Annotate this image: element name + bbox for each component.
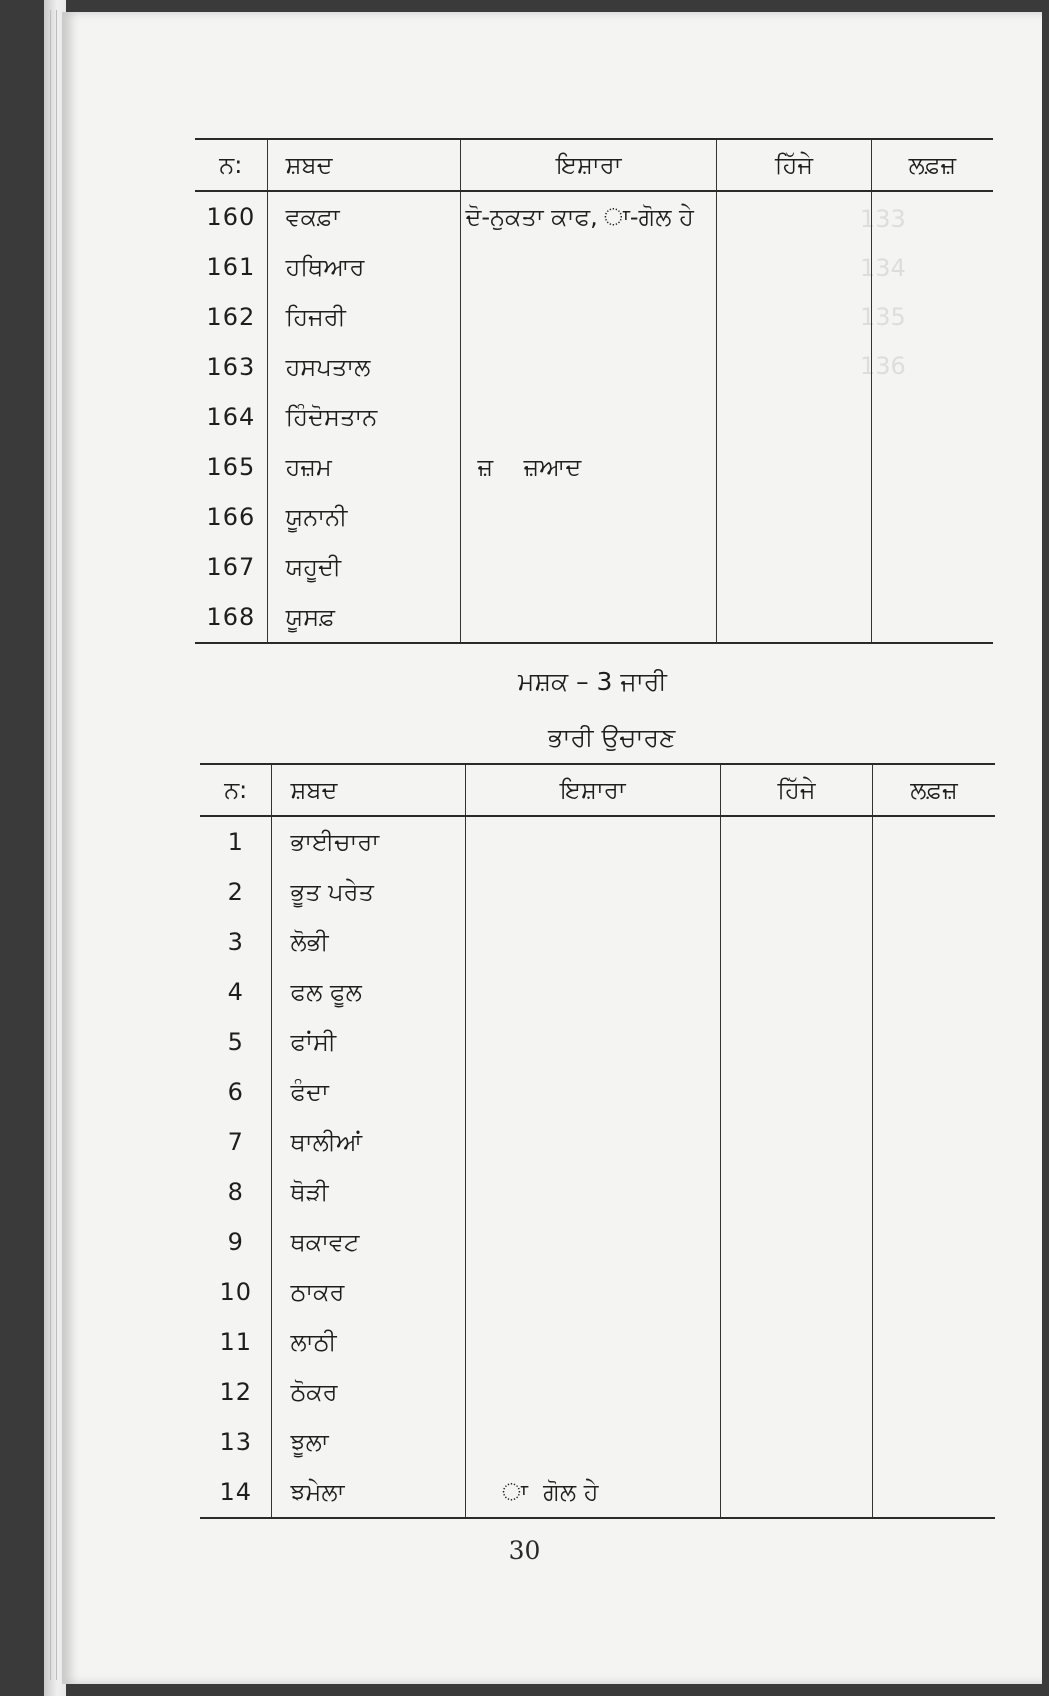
- col-header-number: ਨ:: [195, 139, 267, 191]
- table-row: [200, 1017, 995, 1067]
- row-number: 161: [206, 253, 256, 281]
- words-table-1: [195, 138, 993, 644]
- row-syllables: [720, 816, 872, 867]
- table-row: [200, 917, 995, 967]
- row-syllables: [720, 1317, 872, 1367]
- table-row: [195, 442, 993, 492]
- row-hint: ਾ ਗੋਲ ਹੇ: [465, 1467, 720, 1518]
- row-word: ਥਾਲੀਆਂ: [272, 1117, 465, 1167]
- row-hint: [465, 1217, 720, 1267]
- row-syllables: [717, 292, 872, 342]
- table-row: [200, 867, 995, 917]
- show-through-text: 134: [860, 254, 906, 282]
- row-lafz: [873, 1367, 995, 1417]
- row-lafz: [873, 1117, 995, 1167]
- row-hint: [465, 816, 720, 867]
- row-word: ਹਥਿਆਰ: [267, 242, 461, 292]
- row-word: ਲਾਠੀ: [272, 1317, 465, 1367]
- section-subtitle: ਭਾਰੀ ਉਚਾਰਣ: [548, 723, 676, 752]
- row-syllables: [717, 342, 872, 392]
- row-hint: [465, 1367, 720, 1417]
- row-syllables: [720, 1267, 872, 1317]
- row-lafz: [871, 342, 993, 392]
- row-number: 10: [219, 1278, 253, 1306]
- row-lafz: [873, 1467, 995, 1518]
- row-lafz: [873, 1167, 995, 1217]
- row-hint: [461, 292, 717, 342]
- row-hint: [465, 1417, 720, 1467]
- row-number: 2: [227, 878, 244, 906]
- table-row: [195, 592, 993, 643]
- row-number: 162: [206, 303, 256, 331]
- show-through-text: 135: [860, 303, 906, 331]
- row-number: 6: [227, 1078, 244, 1106]
- col-header-lafz: ਲਫ਼ਜ਼: [871, 139, 993, 191]
- row-syllables: [717, 542, 872, 592]
- row-lafz: [873, 917, 995, 967]
- row-lafz: [871, 542, 993, 592]
- col-header-lafz: ਲਫ਼ਜ਼: [873, 764, 995, 816]
- section-title: ਮਸ਼ਕ – 3 ਜਾਰੀ: [518, 667, 667, 696]
- row-lafz: [871, 392, 993, 442]
- row-hint: [461, 592, 717, 643]
- row-hint: [465, 1117, 720, 1167]
- row-lafz: [873, 967, 995, 1017]
- row-word: ਥਕਾਵਟ: [272, 1217, 465, 1267]
- row-number: 7: [227, 1128, 244, 1156]
- row-word: ਫੰਦਾ: [272, 1067, 465, 1117]
- row-syllables: [720, 1017, 872, 1067]
- table-row: [195, 242, 993, 292]
- col-header-hint: ਇਸ਼ਾਰਾ: [461, 139, 717, 191]
- page-edge-line: [50, 10, 51, 1680]
- table-row: [195, 392, 993, 442]
- row-lafz: [871, 442, 993, 492]
- row-hint: [465, 917, 720, 967]
- row-hint: [461, 342, 717, 392]
- row-word: ਹਸਪਤਾਲ: [267, 342, 461, 392]
- row-number: 163: [206, 353, 256, 381]
- row-syllables: [720, 1217, 872, 1267]
- row-lafz: [871, 242, 993, 292]
- row-lafz: [873, 867, 995, 917]
- col-header-syllables: ਹਿੱਜੇ: [720, 764, 872, 816]
- row-hint: [461, 492, 717, 542]
- row-number: 5: [227, 1028, 244, 1056]
- row-lafz: [873, 1417, 995, 1467]
- table-row: [195, 492, 993, 542]
- row-hint: [461, 242, 717, 292]
- row-word: ਯੂਨਾਨੀ: [267, 492, 461, 542]
- row-number: 4: [227, 978, 244, 1006]
- row-lafz: [871, 492, 993, 542]
- table-row: [200, 1167, 995, 1217]
- row-syllables: [717, 191, 872, 242]
- show-through-text: 133: [860, 205, 906, 233]
- row-number: 13: [219, 1428, 253, 1456]
- row-hint: [465, 1067, 720, 1117]
- table-row: [200, 816, 995, 867]
- row-number: 14: [200, 1467, 272, 1518]
- row-syllables: [717, 492, 872, 542]
- page-number: 30: [508, 1536, 541, 1565]
- row-number: 167: [206, 553, 256, 581]
- row-number: 166: [206, 503, 256, 531]
- row-word: ਹਿਜਰੀ: [267, 292, 461, 342]
- table-row: [200, 1217, 995, 1267]
- row-number: 160: [206, 203, 256, 231]
- row-word: ਵਕਫ਼ਾ: [267, 191, 461, 242]
- row-lafz: [873, 816, 995, 867]
- col-header-number: ਨ:: [200, 764, 272, 816]
- row-word: ਠੋਕਰ: [272, 1367, 465, 1417]
- row-word: ਭਾਈਚਾਰਾ: [272, 816, 465, 867]
- row-syllables: [720, 967, 872, 1017]
- table-row: [195, 542, 993, 592]
- row-number: 164: [206, 403, 256, 431]
- row-word: ਫਾਂਸੀ: [272, 1017, 465, 1067]
- row-syllables: [720, 867, 872, 917]
- row-lafz: [873, 1067, 995, 1117]
- table-row: [200, 1117, 995, 1167]
- table-row: [195, 191, 993, 242]
- row-word: ਯੂਸਫ਼: [267, 592, 461, 643]
- row-lafz: [871, 292, 993, 342]
- row-syllables: [717, 392, 872, 442]
- col-header-syllables: ਹਿੱਜੇ: [717, 139, 872, 191]
- row-word: ਲੋਭੀ: [272, 917, 465, 967]
- row-syllables: [720, 917, 872, 967]
- row-word: ਠਾਕਰ: [272, 1267, 465, 1317]
- row-lafz: [871, 191, 993, 242]
- table-header-row: [200, 764, 995, 816]
- row-hint: ਦੋ-ਨੁਕਤਾ ਕਾਫ, ਾ-ਗੋਲ ਹੇ: [461, 191, 717, 242]
- row-number: 9: [227, 1228, 244, 1256]
- row-hint: [465, 1317, 720, 1367]
- page-edge-line: [56, 10, 57, 1680]
- row-word: ਯਹੂਦੀ: [267, 542, 461, 592]
- table-row: [200, 1317, 995, 1367]
- row-word: ਝੂਲਾ: [272, 1417, 465, 1467]
- row-syllables: [720, 1417, 872, 1467]
- table-header-row: [195, 139, 993, 191]
- table-row: [200, 1267, 995, 1317]
- show-through-text: 136: [860, 352, 906, 380]
- row-lafz: [873, 1017, 995, 1067]
- row-word: ਹਜ਼ਮ: [267, 442, 461, 492]
- row-lafz: [873, 1317, 995, 1367]
- row-syllables: [720, 1117, 872, 1167]
- row-number: 3: [227, 928, 244, 956]
- table-row: [200, 1467, 995, 1518]
- row-hint: [461, 542, 717, 592]
- row-hint: [465, 1267, 720, 1317]
- row-word: ਥੋੜੀ: [272, 1167, 465, 1217]
- table-row: [200, 1067, 995, 1117]
- table-row: [195, 342, 993, 392]
- row-hint: [465, 1017, 720, 1067]
- row-syllables: [720, 1167, 872, 1217]
- row-syllables: [720, 1367, 872, 1417]
- row-syllables: [717, 442, 872, 492]
- row-word: ਫਲ ਫੂਲ: [272, 967, 465, 1017]
- col-header-word: ਸ਼ਬਦ: [267, 139, 461, 191]
- row-syllables: [720, 1067, 872, 1117]
- row-lafz: [871, 592, 993, 643]
- col-header-word: ਸ਼ਬਦ: [272, 764, 465, 816]
- row-lafz: [873, 1267, 995, 1317]
- row-syllables: [717, 242, 872, 292]
- row-number: 165: [206, 453, 256, 481]
- row-hint: [461, 392, 717, 442]
- row-syllables: [717, 592, 872, 643]
- row-number: 8: [227, 1178, 244, 1206]
- table-row: [195, 292, 993, 342]
- table-row: [200, 967, 995, 1017]
- row-hint: [465, 867, 720, 917]
- row-word: ਝਮੇਲਾ: [272, 1467, 465, 1518]
- row-number: 12: [219, 1378, 253, 1406]
- row-hint: ਜ਼ ਜ਼ਆਦ: [461, 442, 717, 492]
- row-hint: [465, 1167, 720, 1217]
- row-number: 1: [227, 828, 244, 856]
- row-number: 168: [195, 592, 267, 643]
- row-lafz: [873, 1217, 995, 1267]
- col-header-hint: ਇਸ਼ਾਰਾ: [465, 764, 720, 816]
- row-word: ਹਿੰਦੋਸਤਾਨ: [267, 392, 461, 442]
- row-hint: [465, 967, 720, 1017]
- row-number: 11: [219, 1328, 253, 1356]
- row-syllables: [720, 1467, 872, 1518]
- words-table-2: [200, 763, 995, 1519]
- table-row: [200, 1417, 995, 1467]
- row-word: ਭੂਤ ਪਰੇਤ: [272, 867, 465, 917]
- table-row: [200, 1367, 995, 1417]
